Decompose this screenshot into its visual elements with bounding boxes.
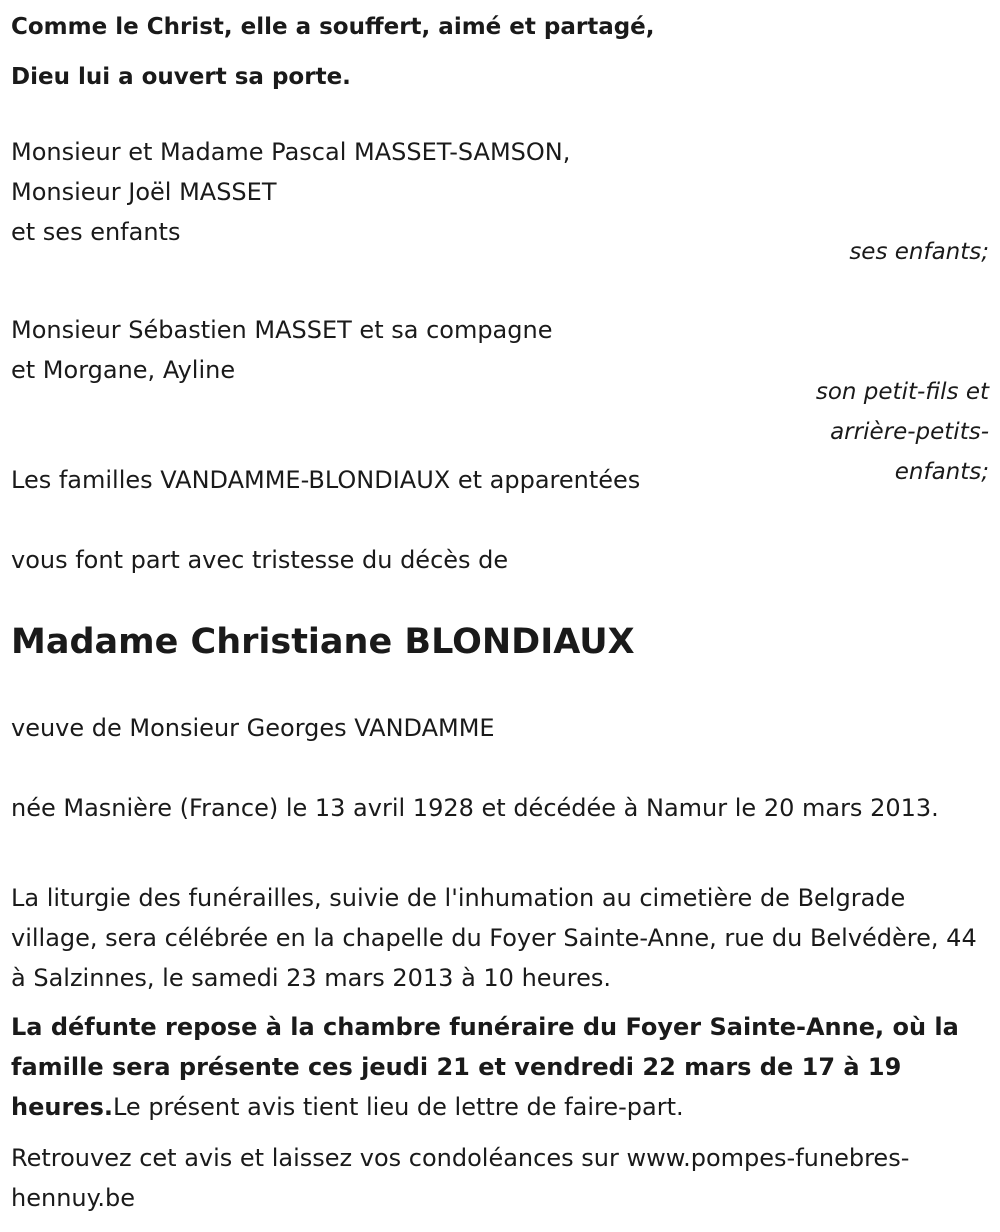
family-line: Monsieur Joël MASSET (11, 178, 277, 206)
quote-line-1: Comme le Christ, elle a souffert, aimé et partagé, (11, 14, 655, 40)
condolences-website-note: Retrouvez cet avis et laissez vos condoléances sur www.pompes-funebres-hennuy.be (11, 1144, 910, 1212)
birth-death-info: née Masnière (France) le 13 avril 1928 et décédée à Namur le 20 mars 2013. (11, 794, 939, 822)
quote-line-2: Dieu lui a ouvert sa porte. (11, 64, 351, 90)
family-line: et Morgane, Ayline (11, 356, 236, 384)
obituary-notice (11, 0, 991, 1212)
family-role-label: ses enfants; (849, 239, 989, 265)
extended-families: Les familles VANDAMME-BLONDIAUX et apparentées (11, 466, 641, 494)
visitation-info (11, 1007, 986, 1127)
family-line: Monsieur et Madame Pascal MASSET-SAMSON, (11, 138, 571, 166)
visitation-bold-text: La défunte repose à la chambre funéraire du Foyer Sainte-Anne, où la famille sera présente ces jeudi 21 et vendredi 22 mars de 17 à 19 heures. (11, 1013, 959, 1121)
widow-of: veuve de Monsieur Georges VANDAMME (11, 714, 495, 742)
family-line: et ses enfants (11, 218, 181, 246)
family-role-label: son petit-fils et arrière-petits-enfants; (815, 379, 989, 485)
family-line: Monsieur Sébastien MASSET et sa compagne (11, 316, 553, 344)
announcement-text: vous font part avec tristesse du décès de (11, 546, 509, 574)
deceased-name: Madame Christiane BLONDIAUX (11, 622, 635, 662)
notice-replaces-letter: Le présent avis tient lieu de lettre de faire-part. (112, 1093, 684, 1121)
opening-quote (11, 0, 991, 102)
funeral-liturgy-info: La liturgie des funérailles, suivie de l'inhumation au cimetière de Belgrade village, sera célébrée en la chapelle du Foyer Sainte-Anne, rue du Belvédère, 44 à Salzinnes, le samedi 23 mars 2013 à 10 heures. (11, 884, 977, 992)
family-group-children (11, 132, 991, 265)
